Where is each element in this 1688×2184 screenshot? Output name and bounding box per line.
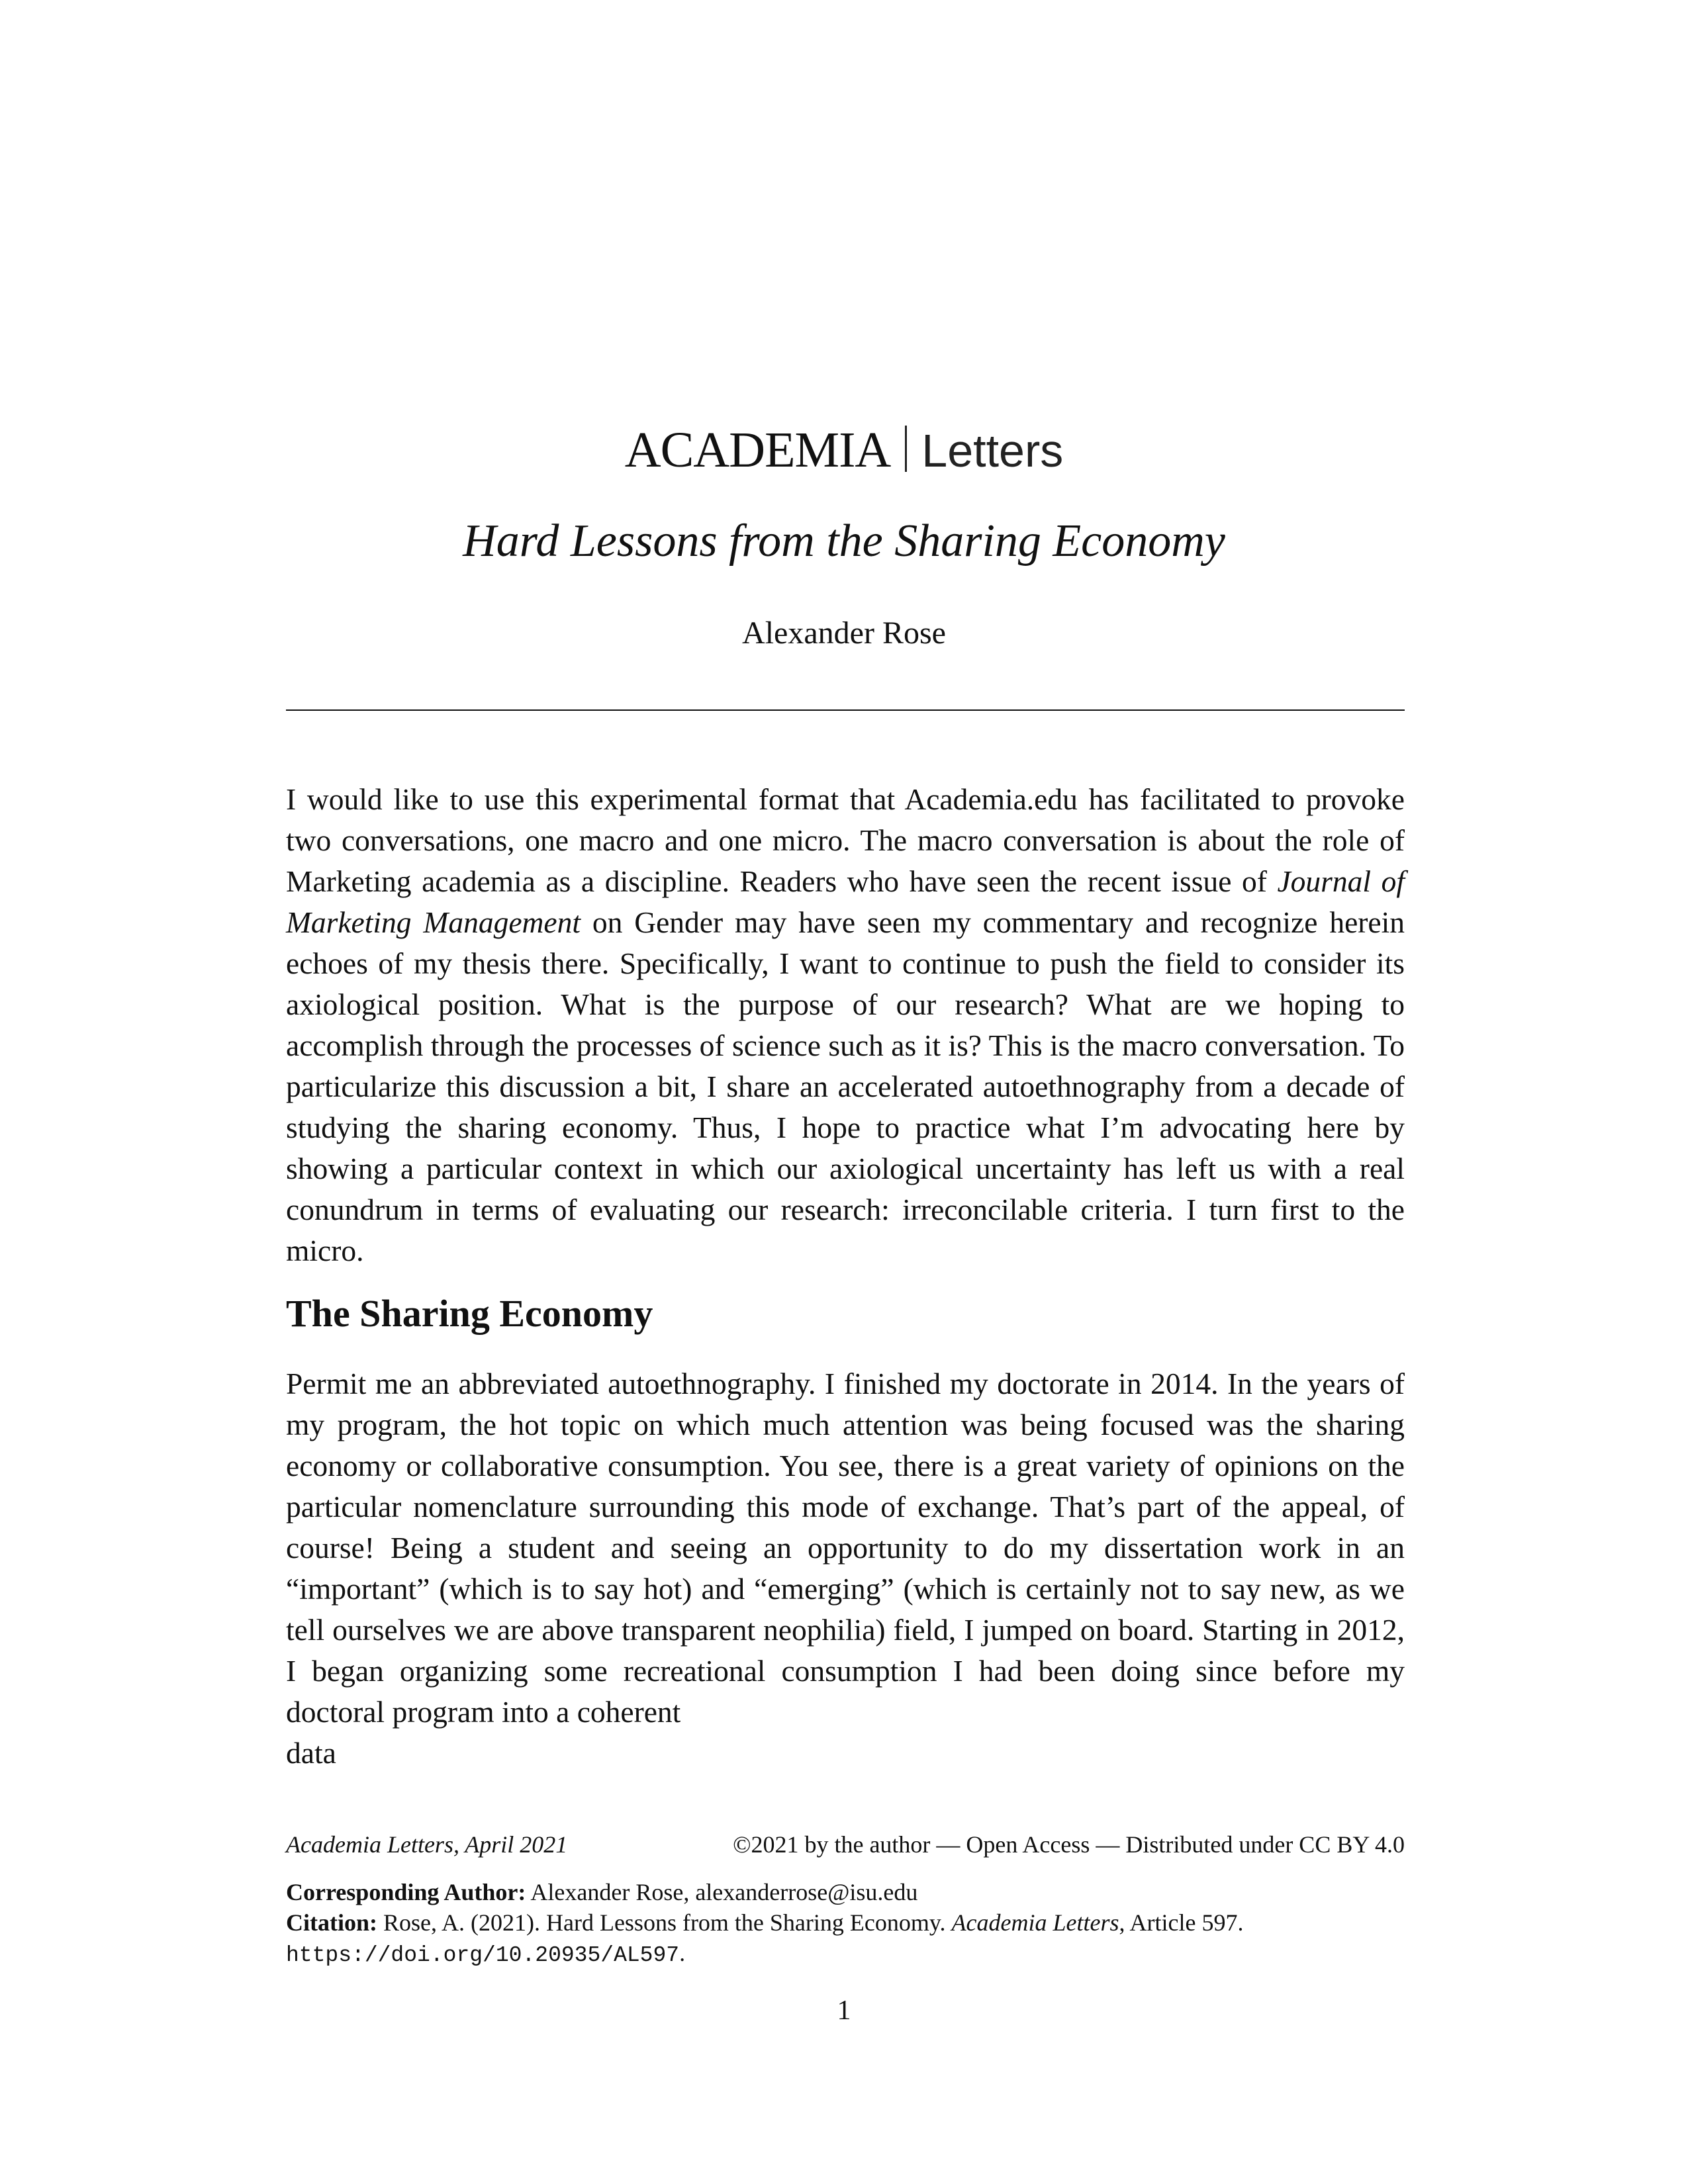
brand-name: ACADEMIA (624, 422, 891, 478)
footer-license: ©2021 by the author — Open Access — Distributed under CC BY 4.0 (733, 1831, 1405, 1858)
citation-line (286, 1907, 1411, 1938)
intro-paragraph (286, 779, 1405, 1271)
journal-reference: Journal of Marketing Management (286, 864, 1405, 939)
intro-text-a: I would like to use this experimental format that Academia.edu has facilitated to provoke two conversations, one macro and one micro. The macro conversation is about the role of Marketing academia as a discipline. Readers who have seen the recent issue of (286, 782, 1405, 898)
section-text-last-line: data (286, 1736, 336, 1770)
section-paragraph (286, 1363, 1405, 1774)
corresponding-author-line (286, 1877, 1411, 1907)
section-text: Permit me an abbreviated autoethnography. I finished my doctorate in 2014. In the years of my program, the hot topic on which much attention was being focused was the sharing economy or collaborative consumption. You see, there is a great variety of opinions on the particular nomenclature surrounding this mode of exchange. That’s part of the appeal, of course! Being a student and seeing an opportunity to do my dissertation work in an “important” (which is to say hot) and “emerging” (which is certainly not to say new, as we tell ourselves we are above transparent neophilia) field, I jumped on board. Starting in 2012, I began organizing some recreational consumption I had been doing since before my doctoral program into a coherent (286, 1367, 1405, 1729)
brand-separator (905, 426, 907, 472)
citation-text-a: Rose, A. (2021). Hard Lessons from the Sharing Economy. (377, 1909, 952, 1936)
header-divider (286, 709, 1405, 711)
corresponding-author-value: Alexander Rose, alexanderrose@isu.edu (526, 1879, 918, 1905)
doi-link[interactable]: https://doi.org/10.20935/AL597 (286, 1943, 680, 1968)
article-author: Alexander Rose (742, 615, 946, 651)
doi-line (286, 1938, 1411, 1971)
brand-subtitle: Letters (921, 425, 1064, 477)
citation-label: Citation: (286, 1909, 377, 1936)
citation-journal: Academia Letters (951, 1909, 1119, 1936)
doi-period: . (679, 1940, 686, 1966)
section-heading: The Sharing Economy (286, 1292, 653, 1335)
page-number: 1 (837, 1995, 851, 2026)
article-metadata (286, 1877, 1411, 1971)
article-title: Hard Lessons from the Sharing Economy (463, 516, 1225, 567)
intro-text-b: on Gender may have seen my commentary and recognize herein echoes of my thesis there. Specifically, I want to continue to push the field to consider its axiological position. What is the purpose of our research? What are we hoping to accomplish through the processes of science such as it is? This is the macro conversation. To particularize this discussion a bit, I share an accelerated autoethnography from a decade of studying the sharing economy. Thus, I hope to practice what I’m advocating here by showing a particular context in which our axiological uncertainty has left us with a real conundrum in terms of evaluating our research: irreconcilable criteria. I turn first to the micro. (286, 905, 1405, 1267)
corresponding-author-label: Corresponding Author: (286, 1879, 526, 1905)
footer-journal-date: Academia Letters, April 2021 (286, 1831, 568, 1858)
journal-brand (0, 417, 1688, 484)
citation-text-b: , Article 597. (1119, 1909, 1244, 1936)
